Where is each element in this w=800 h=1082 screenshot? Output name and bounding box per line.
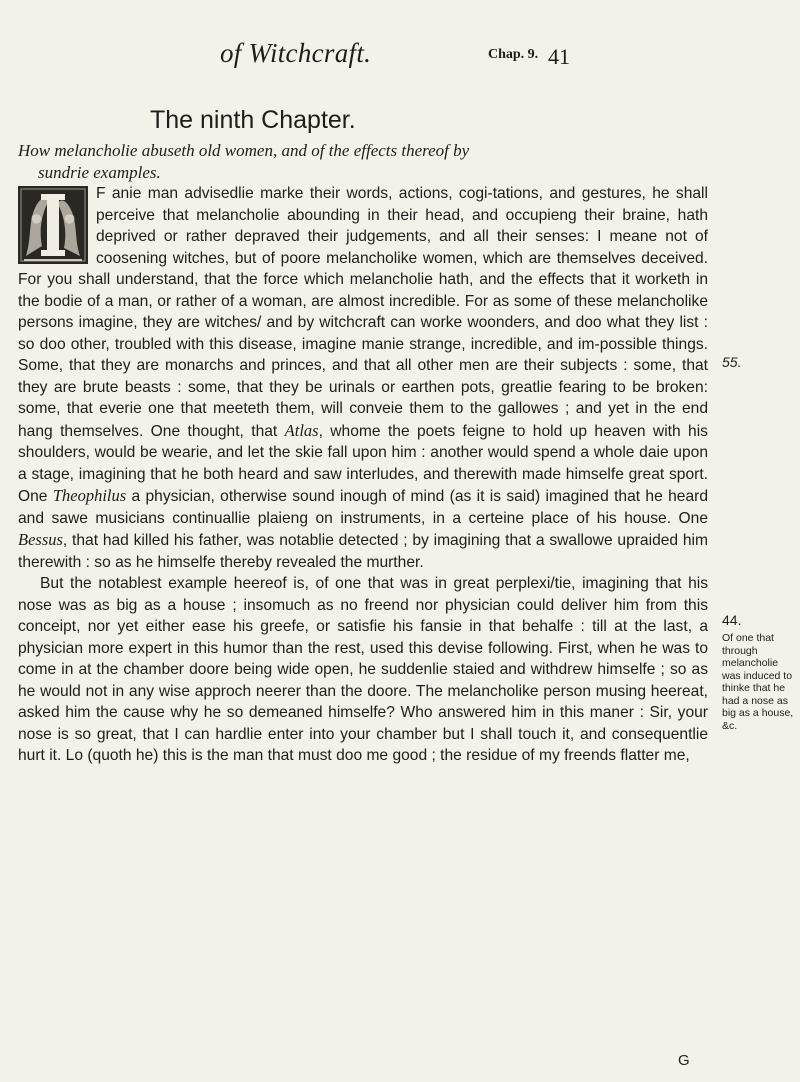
margin-note-55: 55. — [722, 354, 742, 370]
margin-gloss: Of one that through melancholie was induced to thinke that he had a nose as big as a house, &c. — [722, 632, 794, 732]
name-atlas: Atlas — [284, 420, 319, 440]
paragraph-1-part-d: , that had killed his father, was notablie detected ; by imagining that a swallowe upraided him therewith : so as he himselfe thereby revealed the murther. — [18, 532, 708, 571]
running-head — [0, 38, 800, 78]
running-head-chapter: Chap. 9. — [488, 47, 539, 62]
paragraph-1-part-b: , whome the poets feigne to hold up heaven with his shoulders, would be wearie, and let the skie fall upon him : another would spend a whole daie upon a stage, imagining that he both heard and saw interludes, and therewith made himselfe great sport. One — [18, 422, 708, 505]
chapter-subtitle — [18, 140, 708, 184]
paragraph-1-part-a: F anie man advisedlie marke their words, actions, cogi-tations, and gestures, he shall perceive that melancholie abounding in their head, and occupieng their braine, hath deprived or rather depraved their judgements, and all their senses: I meane not of coosening witches, but of poore melancholike women, which are themselves deceived. For you shall understand, that the force which melancholie hath, and the effects that it worketh in the bodie of a man, or rather of a woman, are almost incredible. For as some of these melancholike persons imagine, they are witches/ and by witchcraft can worke woonders, and doo what they list : so doo other, troubled with this disease, imagine manie strange, incredible, and im-possible things. Some, that they are monarchs and princes, and that all other men are their subjects : some, that they are brute beasts : some, that they be urinals or earthen pots, greatlie fearing to be broken: some, that everie one that meeteth them, will conveie them to the gallowes ; and yet in the end hang themselves. One thought, that — [18, 185, 708, 440]
body-text — [18, 183, 708, 767]
catchword: G — [678, 1052, 690, 1069]
paragraph-2: But the notablest example heereof is, of one that was in great perplexi/tie, imagining that his nose was as big as a house ; insomuch as no freend nor physician could deliver him from this conceipt, nor yet either ease his greefe, or satisfie his fansie in that behalfe : till at the last, a physician more expert in this humor than the rest, used this devise following. First, when he was to come in at the chamber doore being wide open, he suddenlie staied and withdrew himselfe ; so as he would not in any wise approch neerer than the doore. The melancholike person musing heereat, asked him the cause why he so demeaned himselfe? Who answered him in this maner : Sir, your nose is so great, that I can hardlie enter into your chamber but I shall touch it, and consequentlie hurt it. Lo (quoth he) this is the man that must doo me good ; the residue of my freends flatter me, — [18, 575, 708, 764]
name-theophilus: Theophilus — [52, 486, 127, 505]
dropcap-ornament-icon — [18, 186, 88, 264]
ornamental-dropcap-icon — [18, 186, 88, 264]
margin-note-44: 44. — [722, 612, 742, 628]
chapter-title: The ninth Chapter. — [150, 106, 356, 134]
name-bessus: Bessus — [18, 530, 63, 549]
running-head-title: of Witchcraft. — [220, 38, 372, 68]
chapter-subtitle-line2: sundrie examples. — [38, 163, 161, 182]
chapter-subtitle-line1: How melancholie abuseth old women, and of the effects thereof by — [18, 141, 470, 160]
paragraph-1-part-c: a physician, otherwise sound inough of mind (as it is said) imagined that he heard and sawe musicians continuallie plaieng on instruments, in a certeine place of his house. One — [18, 488, 708, 527]
page-number: 41 — [548, 44, 570, 69]
